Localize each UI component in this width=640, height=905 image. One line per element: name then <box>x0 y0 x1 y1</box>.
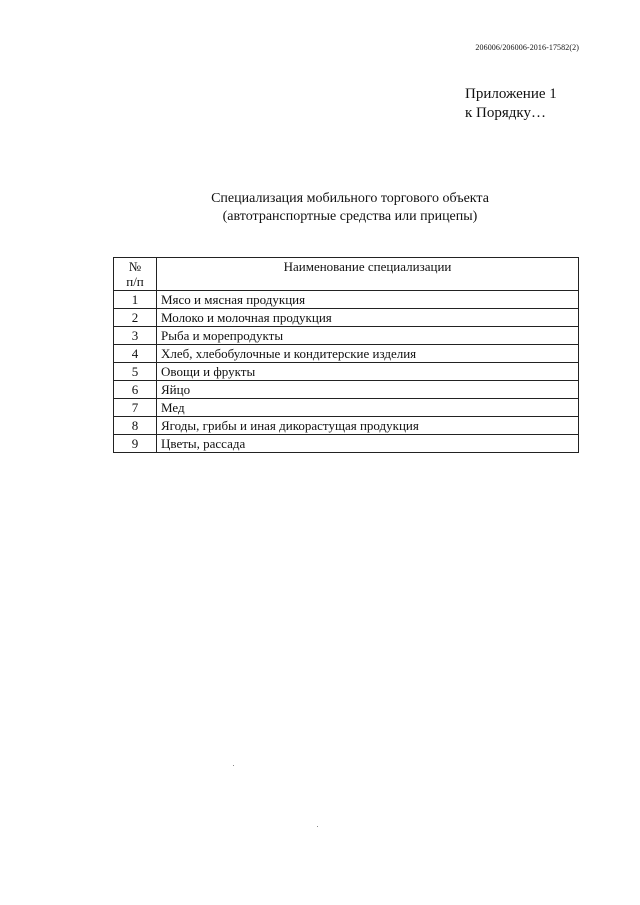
specialization-table <box>113 257 579 453</box>
row-name: Яйцо <box>157 381 579 399</box>
table-header-row <box>114 258 579 291</box>
row-number: 3 <box>114 327 157 345</box>
row-name: Цветы, рассада <box>157 435 579 453</box>
table-row <box>114 291 579 309</box>
scan-speck <box>233 765 234 766</box>
document-title <box>150 190 550 226</box>
row-number: 5 <box>114 363 157 381</box>
row-name: Мед <box>157 399 579 417</box>
row-number: 6 <box>114 381 157 399</box>
row-number: 8 <box>114 417 157 435</box>
row-number: 1 <box>114 291 157 309</box>
table-row <box>114 327 579 345</box>
row-name: Рыба и морепродукты <box>157 327 579 345</box>
header-number-line-2: п/п <box>126 274 144 289</box>
appendix-line-2: к Порядку… <box>465 105 546 121</box>
title-line-1: Специализация мобильного торгового объекта <box>211 191 489 206</box>
table-row <box>114 309 579 327</box>
document-id: 206006/206006-2016-17582(2) <box>475 43 579 52</box>
row-number: 7 <box>114 399 157 417</box>
table-row <box>114 381 579 399</box>
table-row <box>114 417 579 435</box>
table-row <box>114 345 579 363</box>
appendix-reference <box>465 85 557 123</box>
header-number <box>114 258 157 291</box>
table-row <box>114 363 579 381</box>
header-number-line-1: № <box>128 259 142 274</box>
row-name: Овощи и фрукты <box>157 363 579 381</box>
scan-speck <box>317 826 318 827</box>
row-name: Мясо и мясная продукция <box>157 291 579 309</box>
row-name: Молоко и молочная продукция <box>157 309 579 327</box>
table-row <box>114 399 579 417</box>
row-number: 4 <box>114 345 157 363</box>
row-number: 9 <box>114 435 157 453</box>
appendix-line-1: Приложение 1 <box>465 86 557 102</box>
table-row <box>114 435 579 453</box>
header-name: Наименование специализации <box>157 258 579 291</box>
row-name: Ягоды, грибы и иная дикорастущая продукция <box>157 417 579 435</box>
row-name: Хлеб, хлебобулочные и кондитерские изделия <box>157 345 579 363</box>
row-number: 2 <box>114 309 157 327</box>
title-line-2: (автотранспортные средства или прицепы) <box>222 209 478 224</box>
